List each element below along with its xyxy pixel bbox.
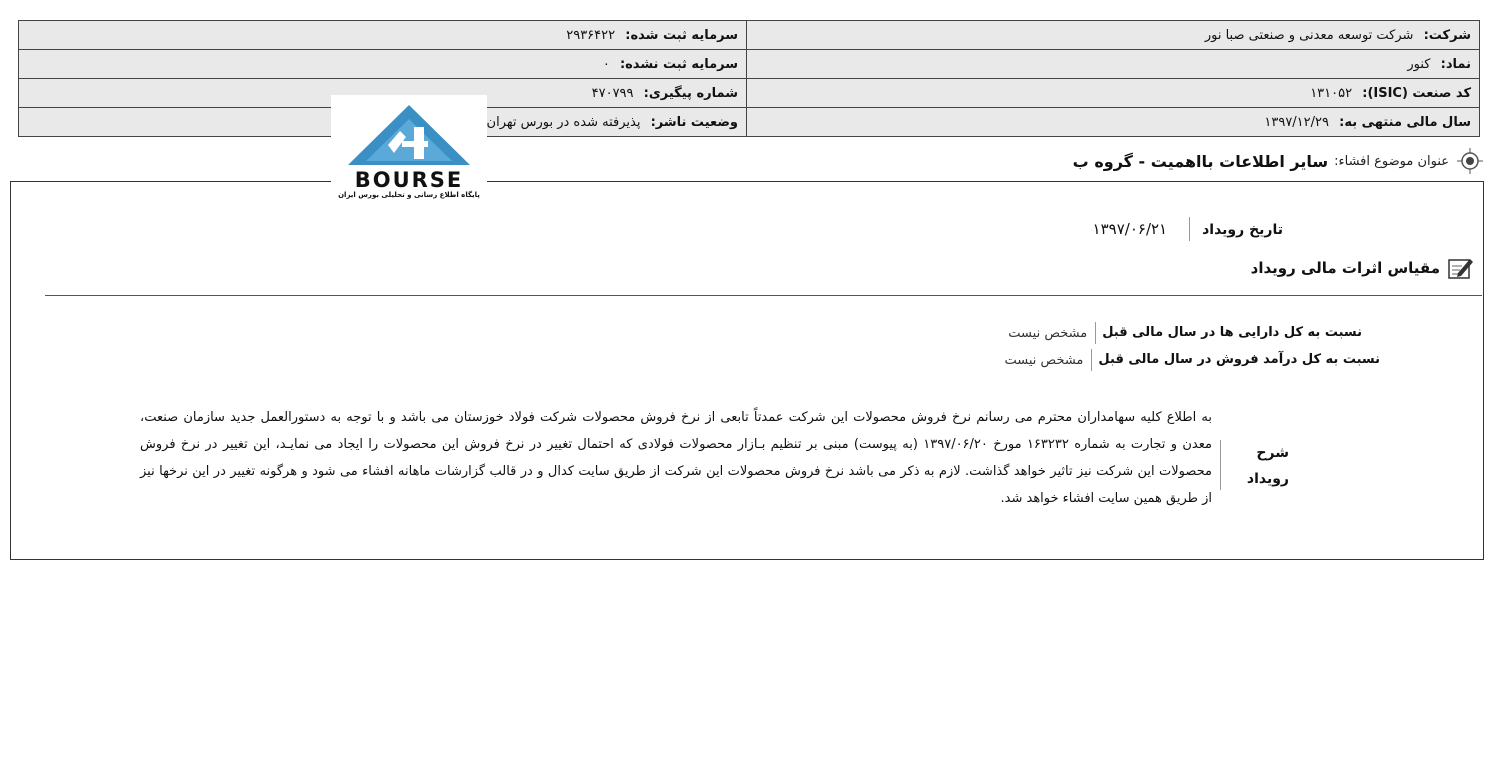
financial-impact-title	[1251, 256, 1474, 280]
event-date-label: تاریخ رویداد	[1189, 217, 1283, 241]
info-row-company	[19, 21, 1480, 50]
company-label: شرکت:	[1423, 27, 1471, 43]
metric-assets-label: نسبت به کل دارایی ها در سال مالی قبل	[1095, 322, 1362, 344]
unregistered-capital-cell	[19, 50, 747, 79]
bourse-logo-mark-icon	[342, 101, 476, 169]
event-date-value: ۱۳۹۷/۰۶/۲۱	[1092, 220, 1168, 238]
fiscal-year-label: سال مالی منتهی به:	[1339, 114, 1471, 130]
info-row-symbol	[19, 50, 1480, 79]
company-info-table	[18, 20, 1480, 137]
edit-note-icon	[1446, 256, 1474, 280]
fiscal-year-cell	[747, 108, 1480, 137]
metric-assets-value: مشخص نیست	[1008, 325, 1088, 341]
registered-capital-label: سرمایه ثبت شده:	[625, 27, 738, 43]
tracking-label: شماره پیگیری:	[643, 85, 738, 101]
tracking-value: ۴۷۰۷۹۹	[591, 85, 634, 101]
bourse-logo-tagline: پایگاه اطلاع رسانی و تحلیلی بورس ایران	[338, 191, 480, 199]
unregistered-capital-label: سرمایه ثبت نشده:	[619, 56, 738, 72]
metric-row-revenue	[1004, 349, 1380, 371]
target-icon	[1457, 148, 1483, 174]
subject-value: سایر اطلاعات بااهمیت - گروه ب	[1072, 151, 1329, 171]
event-date-row	[1093, 217, 1283, 241]
company-cell	[747, 21, 1480, 50]
info-row-isic	[19, 79, 1480, 108]
publisher-status-value: پذیرفته شده در بورس تهران	[486, 114, 641, 130]
event-description-text: به اطلاع کلیه سهامداران محترم می رسانم نرخ فروش محصولات این شرکت عمدتاً تابعی از نرخ فروش محصولات شرکت فولاد خوزستان می باشد و با توجه به دستورالعمل جدید سازمان صنعت، معدن و تجارت به شماره ۱۶۳۲۳۲ مورخ ۱۳۹۷/۰۶/۲۰ (به پیوست) مبنی بر تنظیم بـازار محصولات فولادی که احتمال تغییر در نرخ فروش این محصولات را ایجاد می نمایـد، این تغییر در نرخ فروش محصولات این شرکت نیز تاثیر خواهد گذاشت. لازم به ذکر می باشد نرخ فروش محصولات این شرکت از طریق سایت کدال و در قالب گزارشات ماهانه افشاء می شود و هرگونه تغییر در این نرخها نیز از طریق همین سایت افشاء خواهد شد.	[140, 410, 1212, 506]
registered-capital-value: ۲۹۳۶۴۲۲	[566, 27, 616, 43]
symbol-value: کنور	[1407, 56, 1431, 72]
section-divider	[45, 295, 1482, 296]
isic-value: ۱۳۱۰۵۲	[1310, 85, 1353, 101]
isic-label: کد صنعت (ISIC):	[1362, 85, 1471, 101]
symbol-cell	[747, 50, 1480, 79]
financial-impact-title-text: مقیاس اثرات مالی رویداد	[1250, 259, 1440, 277]
bourse-logo-brand: BOURSE	[354, 168, 464, 192]
info-row-fiscal	[19, 108, 1480, 137]
company-value: شرکت توسعه معدنی و صنعتی صبا نور	[1204, 27, 1414, 43]
symbol-label: نماد:	[1440, 56, 1471, 72]
event-description-block	[140, 400, 1289, 512]
subject-label: عنوان موضوع افشاء:	[1334, 153, 1449, 169]
metric-row-assets	[1008, 322, 1362, 344]
fiscal-year-value: ۱۳۹۷/۱۲/۲۹	[1264, 114, 1329, 130]
publisher-status-label: وضعیت ناشر:	[650, 114, 738, 130]
bourse-logo	[331, 95, 487, 219]
isic-cell	[747, 79, 1480, 108]
registered-capital-cell	[19, 21, 747, 50]
event-description-label: شرح رویداد	[1220, 440, 1289, 490]
metric-revenue-value: مشخص نیست	[1004, 352, 1084, 368]
metric-revenue-label: نسبت به کل درآمد فروش در سال مالی قبل	[1091, 349, 1380, 371]
subject-row	[1073, 148, 1483, 174]
unregistered-capital-value: ۰	[602, 56, 610, 72]
